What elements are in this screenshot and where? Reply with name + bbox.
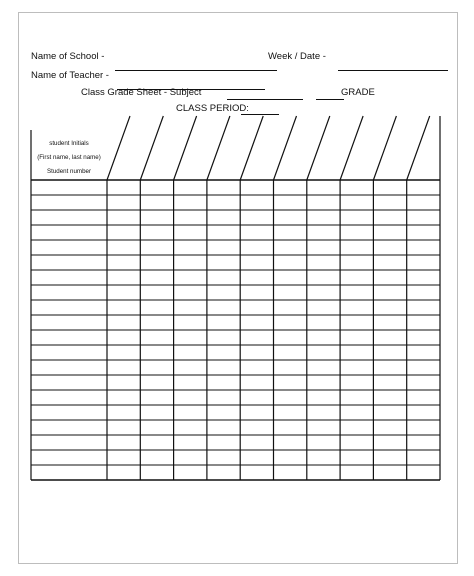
subject-label: Class Grade Sheet - Subject xyxy=(81,87,202,98)
slanted-header-divider xyxy=(107,116,130,180)
grade-label: GRADE xyxy=(341,87,375,98)
student-name-heading: (First name, last name) xyxy=(37,154,101,161)
slanted-header-divider xyxy=(407,116,430,180)
slanted-header-divider xyxy=(373,116,396,180)
slanted-header-divider xyxy=(274,116,297,180)
slanted-header-divider xyxy=(207,116,230,180)
grade-sheet-page xyxy=(18,12,458,564)
school-name-label: Name of School - xyxy=(31,51,105,62)
slanted-header-divider xyxy=(174,116,197,180)
student-initials-heading: student Initials xyxy=(49,140,89,147)
slanted-header-divider xyxy=(140,116,163,180)
week-date-label: Week / Date - xyxy=(268,51,326,62)
student-number-heading: Student number xyxy=(46,168,92,175)
teacher-name-label: Name of Teacher - xyxy=(31,70,109,81)
slanted-header-divider xyxy=(307,116,330,180)
grade-table-grid xyxy=(19,13,457,563)
slanted-header-divider xyxy=(240,116,263,180)
class-period-label: CLASS PERIOD: xyxy=(176,103,249,114)
slanted-header-divider xyxy=(340,116,363,180)
